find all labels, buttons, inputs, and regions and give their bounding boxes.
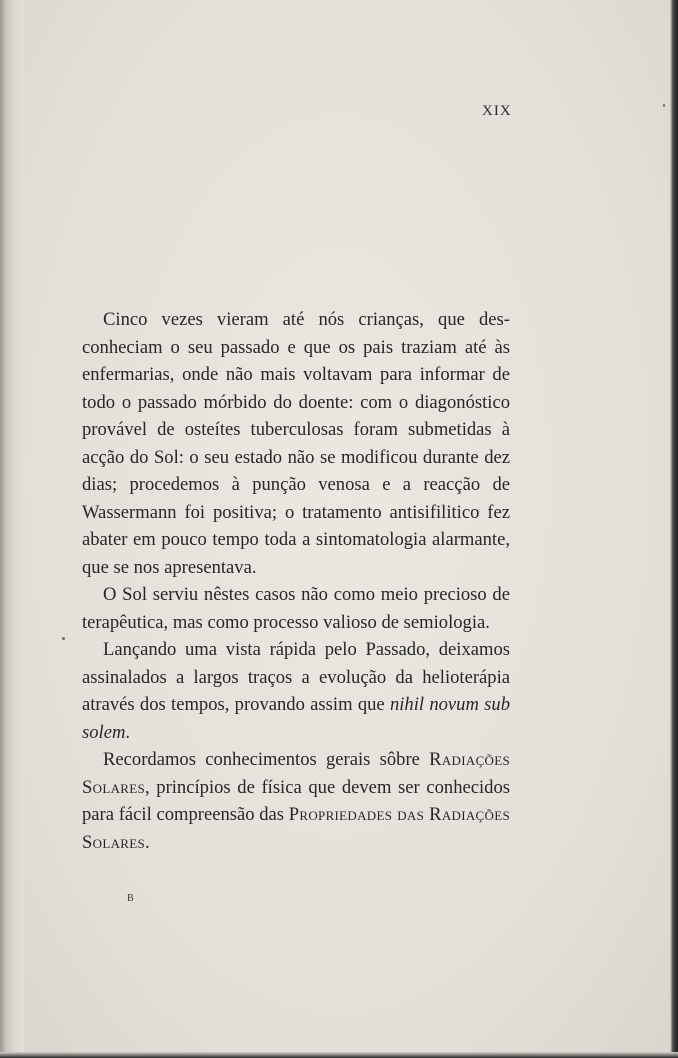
small-caps-term: Propriedades das Radiações Solares (82, 804, 510, 853)
text-run: Lançando uma vista rápida pelo Passado, deixamos assinalados a largos traços a evolução da helioterápia através dos tempos, provando assim que (82, 639, 510, 715)
paper-speck (62, 637, 65, 640)
page-bottom-shadow (0, 1052, 678, 1058)
paragraph (82, 306, 510, 581)
text-run: O Sol serviu nêstes casos não como meio precioso de terapêutica, mas como processo valioso de semiologia. (82, 584, 510, 633)
italic-phrase: nihil novum sub solem (82, 694, 511, 743)
small-caps-term: Radiações Solares (82, 749, 510, 798)
body-text (82, 306, 510, 856)
paper-speck (663, 104, 665, 107)
text-run: , princípios de física que devem ser conhecidos para fácil compreensão das (82, 776, 510, 825)
printer-signature-mark: B (127, 893, 134, 904)
text-run: . (125, 721, 131, 743)
paragraph (82, 581, 510, 636)
paragraph (82, 636, 510, 746)
page-edge-shadow (670, 0, 678, 1058)
paragraph (82, 746, 510, 856)
binding-gutter (0, 0, 24, 1058)
text-run: Cinco vezes vieram até nós crianças, que desconheciam o seu passado e que os pais traziam até às enfermarias, onde não mais voltavam para informar de todo o passado mórbido do doente: com o diagonóstico provável de osteítes tuberculosas foram submetidas à acção do Sol: o seu estado não se modificou durante dez dias; procedemos à punção venosa e a reacção de Wassermann foi positiva; o tratamento antisifilitico fez abater em pouco tempo toda a sintomatologia alarmante, que se nos apresentava. (82, 309, 510, 578)
page-number: XIX (482, 103, 512, 119)
text-run: Recordamos conhecimentos gerais sôbre (103, 749, 430, 770)
text-run: . (145, 831, 150, 853)
